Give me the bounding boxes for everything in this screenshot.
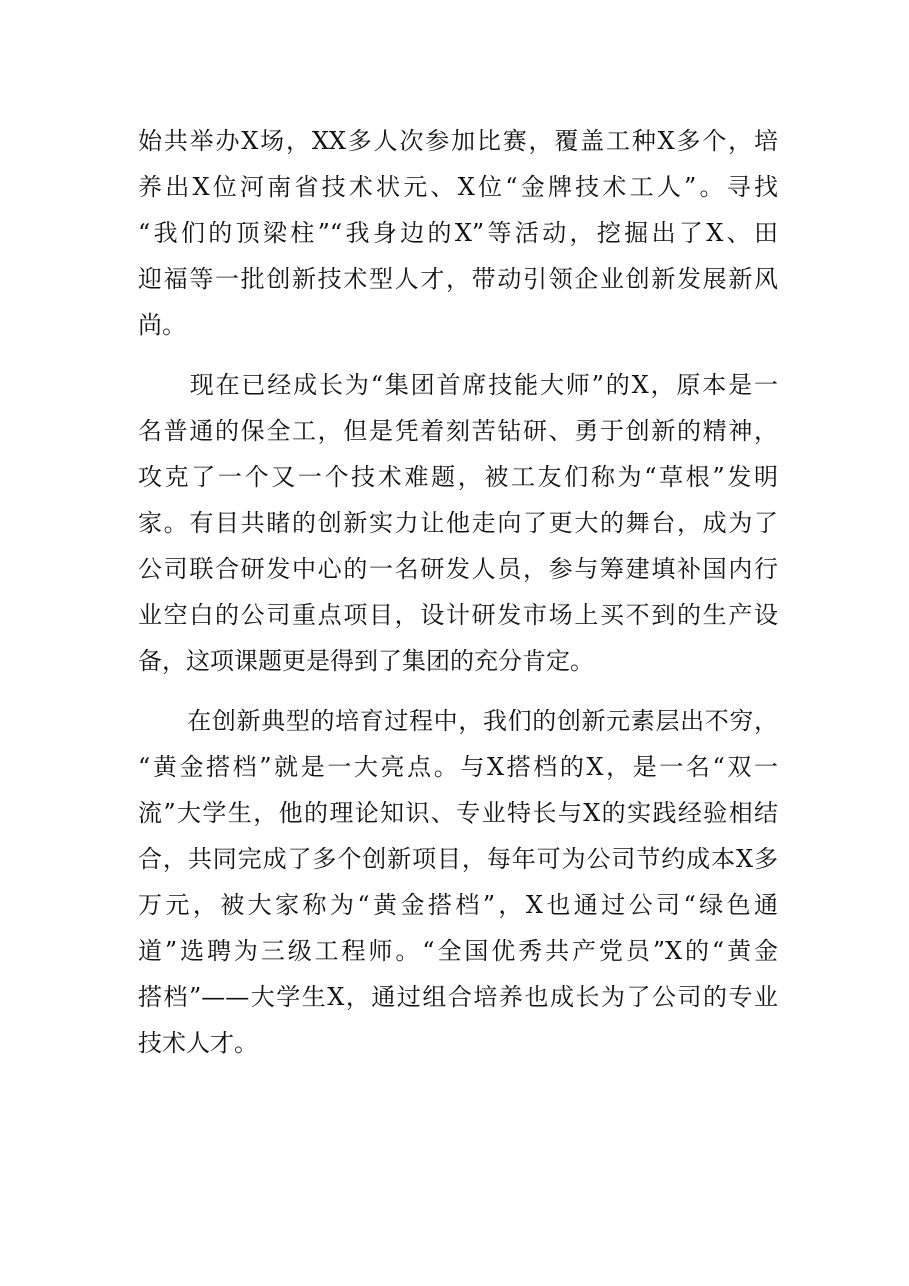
- text-line: 公司联合研发中心的一名研发人员，参与筹建填补国内行: [138, 555, 778, 583]
- text-line: 家。有目共睹的创新实力让他走向了更大的舞台，成为了: [138, 509, 778, 537]
- text-line: 在创新典型的培育过程中，我们的创新元素层出不穷，: [138, 707, 778, 735]
- text-line: 现在已经成长为“集团首席技能大师”的X，原本是一: [138, 371, 778, 399]
- text-line: 尚。: [138, 311, 186, 339]
- text-line: 合，共同完成了多个创新项目，每年可为公司节约成本X多: [138, 845, 778, 873]
- paragraph-2: [138, 362, 778, 684]
- text-line: “我们的顶梁柱”“我身边的X”等活动，挖掘出了X、田: [138, 219, 778, 247]
- text-line: 备，这项课题更是得到了集团的充分肯定。: [138, 647, 594, 675]
- text-line: 名普通的保全工，但是凭着刻苦钻研、勇于创新的精神，: [138, 417, 778, 445]
- text-line: “黄金搭档”就是一大亮点。与X搭档的X，是一名“双一: [138, 753, 778, 781]
- text-line: 流”大学生，他的理论知识、专业特长与X的实践经验相结: [138, 799, 778, 827]
- text-line: 搭档”——大学生X，通过组合培养也成长为了公司的专业: [138, 983, 778, 1011]
- text-line: 迎福等一批创新技术型人才，带动引领企业创新发展新风: [138, 265, 778, 293]
- text-line: 万元，被大家称为“黄金搭档”，X也通过公司“绿色通: [138, 891, 778, 919]
- text-line: 始共举办X场，XX多人次参加比赛，覆盖工种X多个，培: [138, 127, 778, 155]
- text-line: 业空白的公司重点项目，设计研发市场上买不到的生产设: [138, 601, 778, 629]
- paragraph-3: [138, 698, 778, 1066]
- document-body: [138, 118, 778, 1066]
- text-line: 养出X位河南省技术状元、X位“金牌技术工人”。寻找: [138, 173, 778, 201]
- paragraph-1: [138, 118, 778, 348]
- text-line: 道”选聘为三级工程师。“全国优秀共产党员”X的“黄金: [138, 937, 778, 965]
- text-line: 技术人才。: [138, 1029, 258, 1057]
- text-line: 攻克了一个又一个技术难题，被工友们称为“草根”发明: [138, 463, 778, 491]
